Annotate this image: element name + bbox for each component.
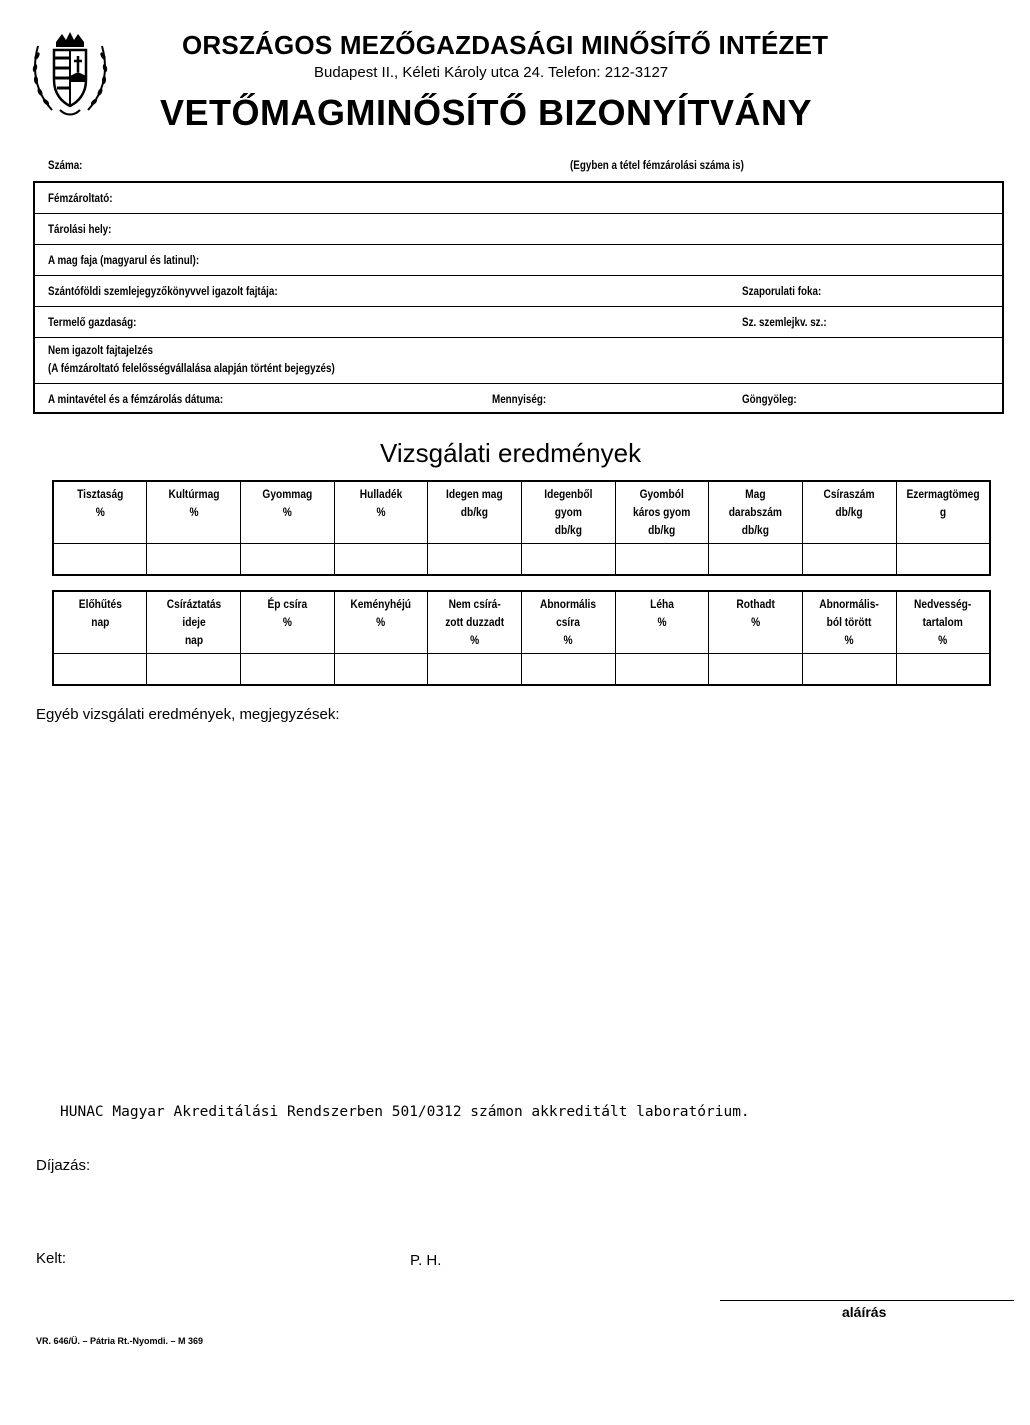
table-value-cell[interactable] — [521, 543, 615, 575]
table-value-cell[interactable] — [428, 653, 522, 685]
table-value-row — [53, 653, 990, 685]
table-header-cell: Mag darabszám db/kg — [709, 481, 803, 543]
table-value-cell[interactable] — [709, 653, 803, 685]
results-title: Vizsgálati eredmények — [380, 438, 642, 468]
table-value-cell[interactable] — [521, 653, 615, 685]
table-header-cell: Kultúrmag % — [147, 481, 241, 543]
table-header-cell: Csíráztatás ideje nap — [147, 591, 241, 653]
accreditation-statement: HUNAC Magyar Akreditálási Rendszerben 501/0312 számon akkreditált laboratórium. — [60, 1104, 750, 1120]
row-farm — [35, 307, 1002, 338]
table-header-cell: Előhűtés nap — [53, 591, 147, 653]
table-value-cell[interactable] — [334, 653, 428, 685]
table-header-cell: Léha % — [615, 591, 709, 653]
table-header-cell: Idegenből gyom db/kg — [521, 481, 615, 543]
table-value-cell[interactable] — [615, 653, 709, 685]
table-header-cell: Keményhéjú % — [334, 591, 428, 653]
institute-address: Budapest II., Kéleti Károly utca 24. Telefon: 212-3127 — [314, 64, 669, 81]
institute-name: ORSZÁGOS MEZŐGAZDASÁGI MINŐSÍTŐ INTÉZET — [182, 30, 829, 60]
table-value-cell[interactable] — [896, 543, 990, 575]
row-variety — [35, 276, 1002, 307]
table-header-row — [53, 481, 990, 543]
sealer-label: Fémzároltató: — [48, 191, 113, 205]
row-sealer — [35, 183, 1002, 214]
table-value-cell[interactable] — [147, 653, 241, 685]
unverified-variety-label: Nem igazolt fajtajelzés — [48, 343, 153, 357]
table-header-cell: Gyomból káros gyom db/kg — [615, 481, 709, 543]
date-label: Kelt: — [36, 1250, 67, 1267]
table-value-cell[interactable] — [53, 653, 147, 685]
quantity-label: Mennyiség: — [492, 392, 547, 406]
unverified-variety-note: (A fémzároltató felelősségvállalása alapján történt bejegyzés) — [48, 361, 335, 375]
info-box — [33, 181, 1004, 414]
table-value-cell[interactable] — [240, 543, 334, 575]
table-header-cell: Csíraszám db/kg — [803, 481, 897, 543]
table-header-cell: Gyommag % — [240, 481, 334, 543]
table-header-cell: Tisztaság % — [53, 481, 147, 543]
document-title: VETŐMAGMINŐSÍTŐ BIZONYÍTVÁNY — [160, 92, 813, 133]
table-value-cell[interactable] — [709, 543, 803, 575]
table-value-row — [53, 543, 990, 575]
signature-label: aláírás — [842, 1304, 887, 1320]
row-storage — [35, 214, 1002, 245]
print-footer: VR. 646/Ü. – Pátria Rt.-Nyomdi. – M 369 — [36, 1336, 204, 1346]
table-value-cell[interactable] — [803, 653, 897, 685]
coat-of-arms-emblem — [30, 28, 110, 120]
table-value-cell[interactable] — [615, 543, 709, 575]
table-value-cell[interactable] — [803, 543, 897, 575]
signature-line — [720, 1300, 1014, 1301]
other-results-label: Egyéb vizsgálati eredmények, megjegyzések: — [36, 706, 340, 723]
table-header-cell: Idegen mag db/kg — [428, 481, 522, 543]
table-value-cell[interactable] — [428, 543, 522, 575]
row-species — [35, 245, 1002, 276]
row-unverified-variety — [35, 338, 1002, 384]
farm-label: Termelő gazdaság: — [48, 315, 137, 329]
inspection-number-label: Sz. szemlejkv. sz.: — [742, 315, 827, 329]
species-label: A mag faja (magyarul és latinul): — [48, 253, 200, 267]
results-table-1 — [52, 480, 991, 576]
table-header-cell: Nedvesség- tartalom % — [896, 591, 990, 653]
row-sampling — [35, 384, 1002, 414]
table-header-cell: Nem csírá- zott duzzadt % — [428, 591, 522, 653]
variety-label: Szántóföldi szemlejegyzőkönyvvel igazolt fajtája: — [48, 284, 278, 298]
table-header-cell: Rothadt % — [709, 591, 803, 653]
table-header-cell: Hulladék % — [334, 481, 428, 543]
table-value-cell[interactable] — [53, 543, 147, 575]
fee-label: Díjazás: — [36, 1157, 91, 1174]
table-header-cell: Abnormális csíra % — [521, 591, 615, 653]
table-value-cell[interactable] — [147, 543, 241, 575]
table-header-cell: Ép csíra % — [240, 591, 334, 653]
table-header-row — [53, 591, 990, 653]
number-label: Száma: — [48, 158, 83, 172]
table-value-cell[interactable] — [334, 543, 428, 575]
table-value-cell[interactable] — [240, 653, 334, 685]
number-note: (Egyben a tétel fémzárolási száma is) — [570, 158, 744, 172]
stamp-label: P. H. — [410, 1252, 442, 1269]
packaging-label: Göngyöleg: — [742, 392, 797, 406]
sampling-date-label: A mintavétel és a fémzárolás dátuma: — [48, 392, 224, 406]
table-header-cell: Ezermagtömeg g — [896, 481, 990, 543]
generation-label: Szaporulati foka: — [742, 284, 822, 298]
storage-label: Tárolási hely: — [48, 222, 112, 236]
results-table-2 — [52, 590, 991, 686]
table-header-cell: Abnormális- ból törött % — [803, 591, 897, 653]
table-value-cell[interactable] — [896, 653, 990, 685]
